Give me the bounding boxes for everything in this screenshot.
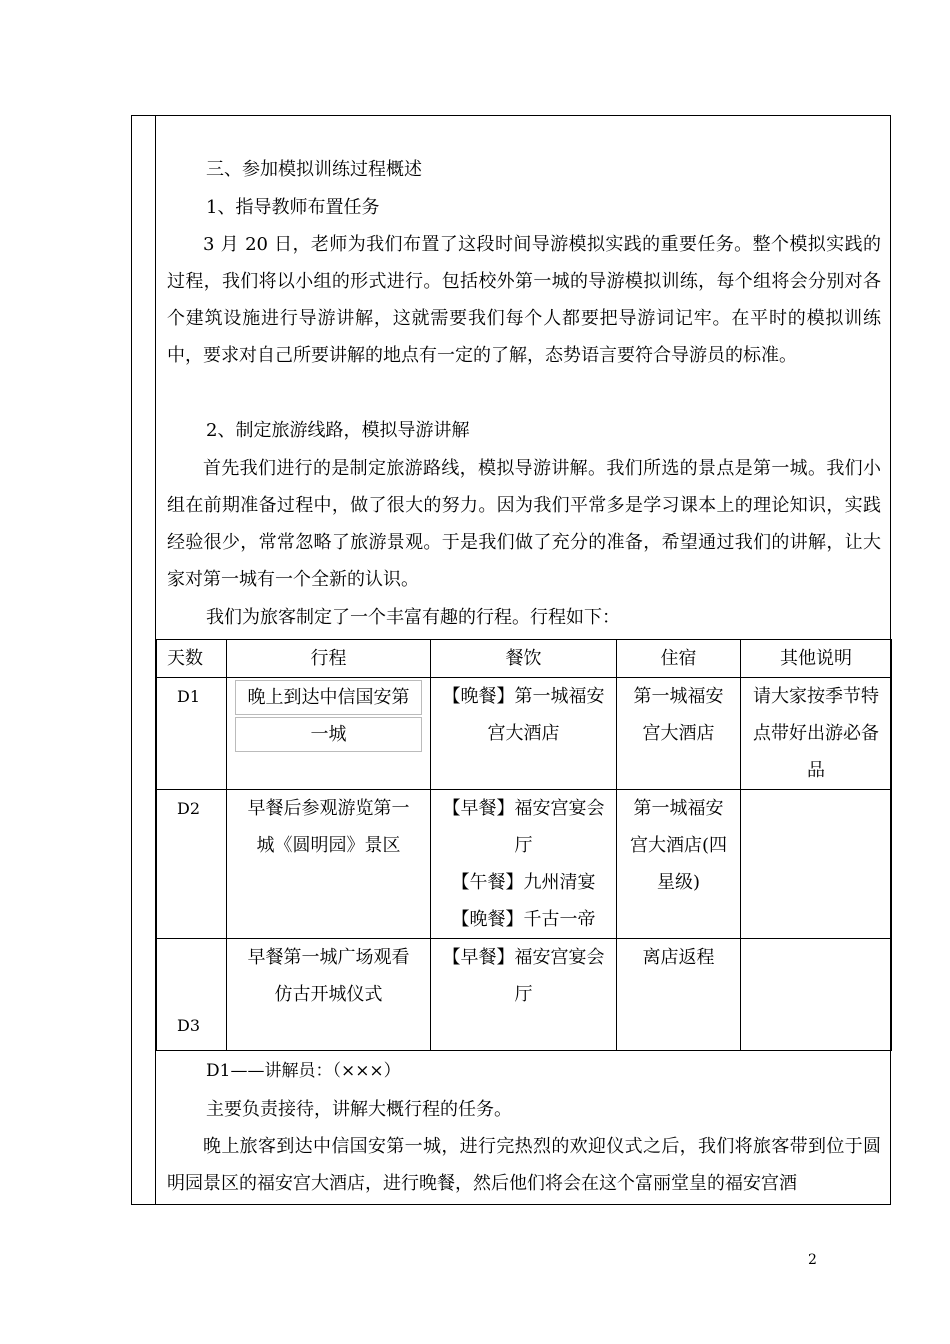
page-number: 2 — [808, 1252, 817, 1268]
day-cell: D2 — [157, 790, 227, 939]
meals-line: 【晚餐】第一城福安 — [442, 686, 605, 707]
paragraph-4: 晚上旅客到达中信国安第一城，进行完热烈的欢迎仪式之后，我们将旅客带到位于圆明园景区的福安宫大酒店，进行晚餐，然后他们将会在这个富丽堂皇的福安宫酒 — [167, 1136, 881, 1194]
subheading-1: 1、指导教师布置任务 — [206, 197, 380, 218]
notes-line: 请大家按季节特 — [753, 686, 879, 707]
lodging-line: 宫大酒店 — [642, 723, 715, 744]
notes-cell — [741, 939, 892, 1051]
meals-line: 厅 — [514, 835, 533, 856]
lodging-line: 离店返程 — [642, 947, 715, 968]
header-cell: 天数 — [157, 640, 227, 678]
day-cell: D1 — [157, 678, 227, 790]
lodging-cell — [617, 790, 741, 939]
header-cell: 行程 — [227, 640, 431, 678]
header-cell: 餐饮 — [431, 640, 617, 678]
duty-line: 主要负责接待，讲解大概行程的任务。 — [206, 1099, 512, 1120]
itinerary-cell — [227, 790, 431, 939]
paragraph-2: 首先我们进行的是制定旅游路线，模拟导游讲解。我们所选的景点是第一城。我们小组在前期准备过程中，做了很大的努力。因为我们平常多是学习课本上的理论知识，实践经验很少，常常忽略了旅游景观。于是我们做了充分的准备，希望通过我们的讲解，让大家对第一城有一个全新的认识。 — [167, 458, 881, 590]
lodging-cell — [617, 678, 741, 790]
notes-cell — [741, 678, 892, 790]
itinerary-table — [156, 639, 892, 1051]
paragraph-1: 3 月 20 日，老师为我们布置了这段时间导游模拟实践的重要任务。整个模拟实践的过程，我们将以小组的形式进行。包括校外第一城的导游模拟训练，每个组将会分别对各个建筑设施进行导游讲解，这就需要我们每个人都要把导游词记牢。在平时的模拟训练中，要求对自己所要讲解的地点有一定的了解，态势语言要符合导游员的标准。 — [167, 234, 881, 366]
paragraph-3: 我们为旅客制定了一个丰富有趣的行程。行程如下： — [206, 607, 620, 628]
itinerary-line: 晚上到达中信国安第 — [235, 680, 422, 715]
itinerary-line: 早餐后参观游览第一 — [247, 798, 410, 819]
itinerary-line: 仿古开城仪式 — [274, 984, 383, 1005]
meals-cell — [431, 939, 617, 1051]
itinerary-line: 一城 — [235, 717, 422, 752]
itinerary-cell — [227, 939, 431, 1051]
itinerary-cell — [227, 678, 431, 790]
lodging-line: 第一城福安 — [633, 686, 724, 707]
subheading-2: 2、制定旅游线路，模拟导游讲解 — [206, 420, 470, 441]
table-header-row — [157, 640, 892, 678]
meals-line: 【早餐】福安宫宴会 — [442, 798, 605, 819]
itinerary-line: 城《圆明园》景区 — [256, 835, 401, 856]
lodging-cell — [617, 939, 741, 1051]
meals-cell — [431, 790, 617, 939]
lodging-line: 星级) — [656, 872, 701, 893]
section-heading: 三、参加模拟训练过程概述 — [206, 159, 422, 180]
guide-line: D1——讲解员：（×××） — [206, 1061, 401, 1081]
header-cell: 住宿 — [617, 640, 741, 678]
notes-line: 点带好出游必备 — [753, 723, 879, 744]
itinerary-line: 早餐第一城广场观看 — [247, 947, 410, 968]
meals-line: 厅 — [514, 984, 533, 1005]
table-row — [157, 790, 892, 939]
meals-line: 【午餐】九州清宴 — [451, 872, 596, 893]
table-row — [157, 678, 892, 790]
day-cell: D3 — [157, 939, 227, 1051]
notes-cell — [741, 790, 892, 939]
meals-line: 【早餐】福安宫宴会 — [442, 947, 605, 968]
lodging-line: 第一城福安 — [633, 798, 724, 819]
notes-line: 品 — [807, 760, 825, 781]
meals-line: 宫大酒店 — [487, 723, 560, 744]
table-row — [157, 939, 892, 1051]
meals-line: 【晚餐】千古一帝 — [451, 909, 596, 930]
header-cell: 其他说明 — [741, 640, 892, 678]
meals-cell — [431, 678, 617, 790]
lodging-line: 宫大酒店(四 — [629, 835, 728, 856]
